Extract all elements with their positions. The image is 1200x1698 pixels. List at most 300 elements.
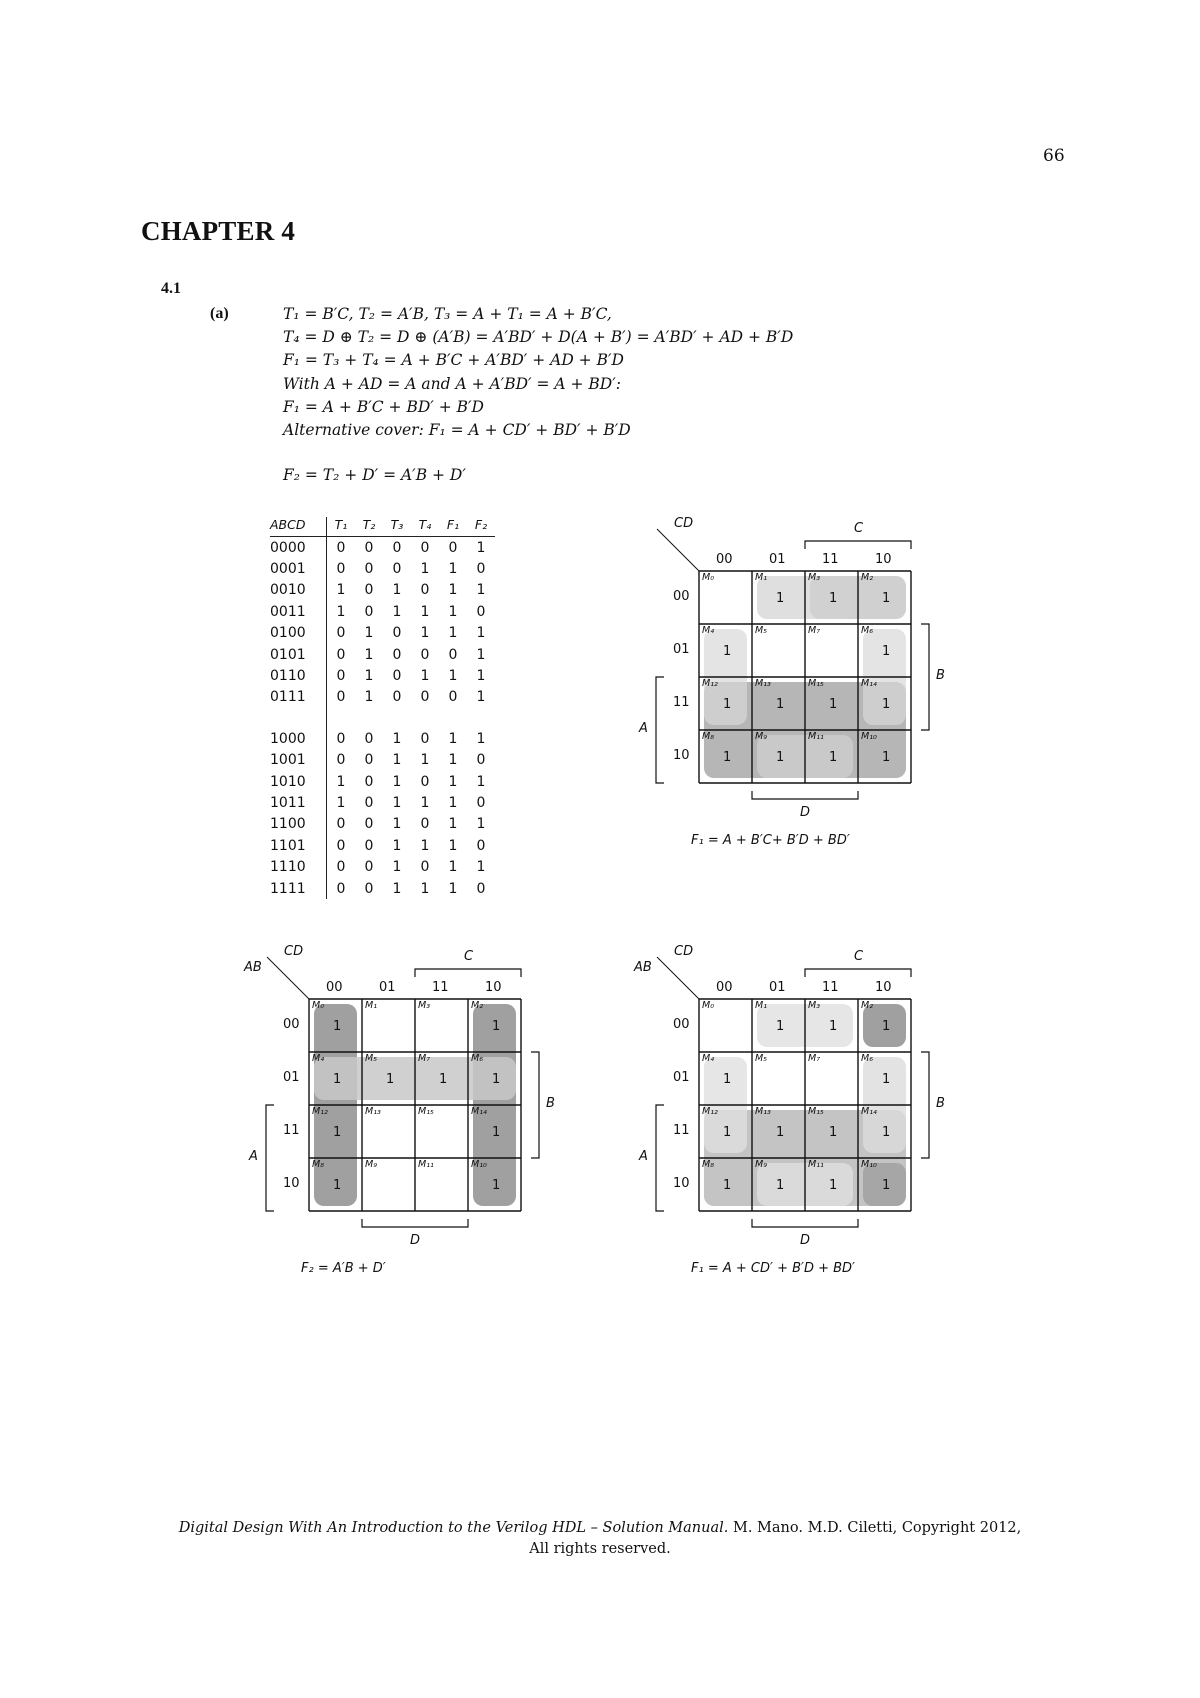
truth-table-cell: 1 (476, 689, 486, 706)
footer-authors: M. Mano. M.D. Ciletti, Copyright 2012, (728, 1520, 1022, 1536)
truth-table-cell: 0 (420, 646, 430, 663)
truth-table-cell: 0 (364, 539, 374, 556)
truth-table-cell: 0 (336, 816, 346, 833)
kmap-col-var-label: CD (674, 944, 694, 959)
truth-table-cell: 1 (448, 582, 458, 599)
kmap-col-code: 00 (326, 980, 343, 995)
equation-line: F₂ = T₂ + D′ = A′B + D′ (283, 466, 466, 485)
truth-table-cell: 0 (420, 539, 430, 556)
truth-table-cell: 1010 (270, 771, 327, 792)
truth-table-cell: 1 (364, 625, 374, 642)
truth-table-cell: 1 (476, 816, 486, 833)
kmap-row-code: 11 (673, 695, 690, 710)
kmap-label-d: D (410, 1233, 421, 1248)
part-label: (a) (210, 305, 229, 322)
kmap-label-b: B (936, 668, 945, 683)
kmap-minterm-label: M₆ (471, 1053, 484, 1064)
truth-table-cell: 1 (476, 646, 486, 663)
kmap-diagonal (657, 529, 699, 571)
kmap-row-code: 01 (283, 1070, 300, 1085)
kmap-cell-one: 1 (723, 750, 732, 765)
kmap-cell-one: 1 (439, 1072, 448, 1087)
kmap-minterm-label: M₅ (365, 1053, 378, 1064)
kmap-minterm-label: M₁₁ (418, 1159, 434, 1170)
kmap-bracket-c (805, 969, 911, 977)
footer-book-title: Digital Design With An Introduction to the Verilog HDL – Solution Manual. (178, 1520, 729, 1536)
kmap-row-var-label: AB (634, 960, 652, 975)
truth-table-row (270, 878, 495, 899)
kmap-cell-one: 1 (723, 1125, 732, 1140)
truth-table-cell: 1 (336, 582, 346, 599)
truth-table-cell: 0 (364, 816, 374, 833)
kmap-minterm-label: M₁₂ (702, 1106, 718, 1117)
kmap-minterm-label: M₉ (755, 731, 768, 742)
kmap-col-code: 00 (716, 980, 733, 995)
kmap-minterm-label: M₇ (808, 1053, 821, 1064)
truth-table-cell: 1 (476, 625, 486, 642)
kmap-label-d: D (800, 1233, 811, 1248)
kmap-cell-one: 1 (882, 1178, 891, 1193)
truth-table-cell: 0 (336, 837, 346, 854)
truth-table-cell: 1 (448, 561, 458, 578)
truth-table-cell: 1 (392, 794, 402, 811)
kmap-minterm-label: M₁₀ (861, 731, 877, 742)
truth-table-cell: 1 (476, 539, 486, 556)
truth-table-cell: 0010 (270, 580, 327, 601)
kmap-minterm-label: M₉ (755, 1159, 768, 1170)
kmap-col-code: 01 (769, 552, 786, 567)
kmap-cell-one: 1 (829, 1019, 838, 1034)
truth-table-row (270, 750, 495, 771)
kmap-minterm-label: M₅ (755, 625, 768, 636)
truth-table-cell: 1 (476, 773, 486, 790)
footer-line-2: All rights reserved. (529, 1541, 671, 1557)
kmap-minterm-label: M₅ (755, 1053, 768, 1064)
truth-table-cell: 1 (336, 773, 346, 790)
truth-table-cell: 1 (392, 837, 402, 854)
kmap-minterm-label: M₁₃ (365, 1106, 381, 1117)
truth-table-header: F₁ (439, 517, 467, 537)
truth-table-header: T₂ (355, 517, 383, 537)
truth-table-cell: 1011 (270, 792, 327, 813)
truth-table-cell: 1 (420, 880, 430, 897)
truth-table-cell: 0 (476, 561, 486, 578)
kmap-row-code: 00 (673, 589, 690, 604)
truth-table-header: ABCD (270, 517, 327, 537)
truth-table-row (270, 601, 495, 622)
equation-line: With A + AD = A and A + A′BD′ = A + BD′: (283, 374, 621, 393)
truth-table-cell: 1 (392, 752, 402, 769)
kmap-label-b: B (936, 1096, 945, 1111)
equation-line: Alternative cover: F₁ = A + CD′ + BD′ + B′D (283, 421, 631, 440)
kmap-cell-one: 1 (723, 697, 732, 712)
kmap-minterm-label: M₁ (755, 572, 768, 583)
kmap-cell-one: 1 (723, 1072, 732, 1087)
kmap-minterm-label: M₉ (365, 1159, 378, 1170)
kmap-minterm-label: M₄ (702, 1053, 715, 1064)
truth-table-cell: 1001 (270, 750, 327, 771)
kmap-cell-one: 1 (333, 1125, 342, 1140)
truth-table-cell: 0 (336, 752, 346, 769)
kmap-cell-one: 1 (829, 1178, 838, 1193)
kmap-row-code: 00 (283, 1017, 300, 1032)
truth-table-cell: 0 (392, 668, 402, 685)
truth-table-cell: 1 (448, 668, 458, 685)
truth-table-cell: 1 (392, 582, 402, 599)
truth-table-cell: 1 (420, 561, 430, 578)
truth-table-cell: 1100 (270, 814, 327, 835)
kmap-label-c: C (854, 521, 864, 536)
truth-table-cell: 0 (420, 773, 430, 790)
kmap-drawing (650, 950, 950, 1210)
truth-table-cell: 1 (420, 603, 430, 620)
kmap-col-code: 10 (485, 980, 502, 995)
kmap-f1-alternative (634, 944, 950, 1280)
truth-table-cell: 1000 (270, 728, 327, 749)
truth-table-cell: 1 (392, 730, 402, 747)
kmap-row-code: 01 (673, 1070, 690, 1085)
truth-table-cell: 1 (448, 816, 458, 833)
kmap-minterm-label: M₀ (702, 1000, 715, 1011)
kmap-row-code: 10 (673, 1176, 690, 1191)
truth-table-cell: 1 (476, 668, 486, 685)
truth-table-cell: 0 (392, 561, 402, 578)
kmap-row-code: 10 (283, 1176, 300, 1191)
kmap-cell-one: 1 (829, 591, 838, 606)
kmap-minterm-label: M₆ (861, 625, 874, 636)
kmap-cell-one: 1 (882, 697, 891, 712)
chapter-title: CHAPTER 4 (141, 216, 296, 246)
equation-line: T₄ = D ⊕ T₂ = D ⊕ (A′B) = A′BD′ + D(A + B′) = A′BD′ + AD + B′D (283, 328, 794, 347)
kmap-col-var-label: CD (674, 516, 694, 531)
kmap-caption: F₁ = A + B′C+ B′D + BD′ (691, 833, 850, 848)
truth-table-cell: 1 (392, 773, 402, 790)
kmap-minterm-label: M₁₄ (861, 1106, 877, 1117)
kmap-minterm-label: M₀ (702, 572, 715, 583)
kmap-caption: F₂ = A′B + D′ (301, 1261, 386, 1276)
truth-table-cell: 0 (476, 880, 486, 897)
kmap-f2 (244, 944, 560, 1280)
truth-table-cell: 0 (364, 582, 374, 599)
truth-table-header: T₁ (327, 517, 356, 537)
kmap-minterm-label: M₇ (808, 625, 821, 636)
kmap-bracket-b (921, 1052, 929, 1158)
kmap-cell-one: 1 (723, 644, 732, 659)
truth-table-row (270, 558, 495, 579)
equation-line: F₁ = A + B′C + BD′ + B′D (283, 397, 484, 416)
truth-table-row (270, 728, 495, 749)
kmap-bracket-a (656, 677, 664, 783)
kmap-bracket-b (921, 624, 929, 730)
kmap-cell-one: 1 (492, 1178, 501, 1193)
truth-table-cell: 0 (392, 689, 402, 706)
truth-table-row (270, 644, 495, 665)
kmap-col-code: 11 (822, 980, 839, 995)
truth-table-cell: 1 (476, 730, 486, 747)
kmap-cell-one: 1 (882, 644, 891, 659)
kmap-row-code: 11 (673, 1123, 690, 1138)
kmap-minterm-label: M₁₅ (808, 1106, 824, 1117)
kmap-minterm-label: M₁₂ (312, 1106, 328, 1117)
truth-table-cell: 0 (364, 773, 374, 790)
kmap-bracket-d (752, 1219, 858, 1227)
kmap-bracket-a (266, 1105, 274, 1211)
truth-table-cell: 1 (336, 794, 346, 811)
kmap-cell-one: 1 (333, 1178, 342, 1193)
kmap-minterm-label: M₈ (702, 1159, 715, 1170)
kmap-minterm-label: M₁₂ (702, 678, 718, 689)
kmap-minterm-label: M₁₁ (808, 1159, 824, 1170)
truth-table-cell: 1 (392, 603, 402, 620)
kmap-col-code: 11 (432, 980, 449, 995)
truth-table-cell: 0 (420, 689, 430, 706)
truth-table-cell: 1 (364, 646, 374, 663)
kmap-minterm-label: M₄ (702, 625, 715, 636)
kmap-minterm-label: M₆ (861, 1053, 874, 1064)
kmap-cell-one: 1 (882, 591, 891, 606)
kmap-cell-one: 1 (776, 591, 785, 606)
truth-table-cell: 0 (364, 603, 374, 620)
kmap-cell-one: 1 (882, 1072, 891, 1087)
kmap-col-var-label: CD (284, 944, 304, 959)
kmap-cell-one: 1 (776, 1178, 785, 1193)
truth-table-row (270, 537, 495, 559)
kmap-cell-one: 1 (492, 1019, 501, 1034)
truth-table-cell: 1101 (270, 835, 327, 856)
truth-table-cell: 1 (448, 625, 458, 642)
truth-table-row (270, 792, 495, 813)
truth-table-cell: 1 (392, 880, 402, 897)
truth-table-cell: 0 (336, 668, 346, 685)
equation-line: T₁ = B′C, T₂ = A′B, T₃ = A + T₁ = A + B′C, (283, 305, 612, 323)
kmap-cell-one: 1 (776, 750, 785, 765)
kmap-minterm-label: M₂ (861, 1000, 874, 1011)
kmap-label-d: D (800, 805, 811, 820)
truth-table-cell: 1 (420, 625, 430, 642)
truth-table-row (270, 665, 495, 686)
truth-table-header: T₄ (411, 517, 439, 537)
truth-table-cell: 1 (448, 730, 458, 747)
truth-table-cell: 0 (364, 561, 374, 578)
truth-table-cell: 0110 (270, 665, 327, 686)
kmap-minterm-label: M₂ (471, 1000, 484, 1011)
truth-table-cell: 0 (336, 730, 346, 747)
truth-table-cell: 1 (392, 816, 402, 833)
truth-table-cell: 0 (336, 625, 346, 642)
kmap-bracket-b (531, 1052, 539, 1158)
truth-table-cell: 0 (448, 646, 458, 663)
truth-table-cell: 0 (336, 646, 346, 663)
kmap-bracket-d (362, 1219, 468, 1227)
truth-table-cell: 1 (476, 582, 486, 599)
kmap-minterm-label: M₁₀ (861, 1159, 877, 1170)
truth-table-cell: 1 (420, 752, 430, 769)
truth-table-header: F₂ (467, 517, 495, 537)
truth-table-row (270, 814, 495, 835)
truth-table-cell: 0 (336, 859, 346, 876)
truth-table-cell: 1 (448, 773, 458, 790)
truth-table-cell: 0 (448, 539, 458, 556)
truth-table-cell: 0 (336, 539, 346, 556)
truth-table (270, 517, 495, 899)
truth-table-cell: 0 (476, 752, 486, 769)
kmap-bracket-c (805, 541, 911, 549)
truth-table-cell: 0001 (270, 558, 327, 579)
kmap-minterm-label: M₁₅ (808, 678, 824, 689)
kmap-diagonal (267, 957, 309, 999)
truth-table-cell: 1 (448, 859, 458, 876)
kmap-col-code: 01 (379, 980, 396, 995)
truth-table-row (270, 623, 495, 644)
kmap-minterm-label: M₁ (365, 1000, 378, 1011)
truth-table-cell: 1110 (270, 856, 327, 877)
truth-table-cell: 0 (364, 752, 374, 769)
kmap-cell-one: 1 (829, 1125, 838, 1140)
truth-table-cell: 0 (364, 859, 374, 876)
truth-table-cell: 0 (420, 730, 430, 747)
truth-table-cell: 0 (336, 689, 346, 706)
kmap-minterm-label: M₁₁ (808, 731, 824, 742)
page-number: 66 (1043, 146, 1065, 166)
kmap-minterm-label: M₁₀ (471, 1159, 487, 1170)
kmap-bracket-a (656, 1105, 664, 1211)
truth-table-cell: 1 (420, 668, 430, 685)
kmap-cell-one: 1 (333, 1072, 342, 1087)
kmap-minterm-label: M₂ (861, 572, 874, 583)
truth-table-cell: 0 (420, 582, 430, 599)
truth-table-cell: 0 (336, 880, 346, 897)
truth-table-cell: 1 (448, 794, 458, 811)
kmap-minterm-label: M₃ (418, 1000, 431, 1011)
kmap-minterm-label: M₁₄ (471, 1106, 487, 1117)
truth-table-cell: 1 (448, 752, 458, 769)
truth-table-cell: 1 (364, 689, 374, 706)
kmap-cell-one: 1 (882, 1019, 891, 1034)
kmap-row-code: 10 (673, 748, 690, 763)
kmap-minterm-label: M₈ (312, 1159, 325, 1170)
truth-table-cell: 1 (420, 794, 430, 811)
truth-table-cell: 1 (448, 603, 458, 620)
kmap-col-code: 01 (769, 980, 786, 995)
truth-table-row (270, 687, 495, 708)
kmap-label-a: A (249, 1149, 258, 1164)
kmap-cell-one: 1 (723, 1178, 732, 1193)
truth-table-row (270, 856, 495, 877)
truth-table-cell: 0101 (270, 644, 327, 665)
kmap-drawing (650, 522, 950, 782)
truth-table-cell: 0 (364, 794, 374, 811)
kmap-minterm-label: M₀ (312, 1000, 325, 1011)
truth-table-cell: 0 (336, 561, 346, 578)
kmap-label-c: C (464, 949, 474, 964)
equation-line: F₁ = T₃ + T₄ = A + B′C + A′BD′ + AD + B′D (283, 351, 624, 370)
truth-table-cell: 1 (392, 859, 402, 876)
kmap-minterm-label: M₁₄ (861, 678, 877, 689)
kmap-cell-one: 1 (776, 697, 785, 712)
truth-table-cell: 0011 (270, 601, 327, 622)
kmap-row-code: 00 (673, 1017, 690, 1032)
kmap-minterm-label: M₁₅ (418, 1106, 434, 1117)
truth-table-cell: 1111 (270, 878, 327, 899)
kmap-label-b: B (546, 1096, 555, 1111)
kmap-cell-one: 1 (776, 1125, 785, 1140)
kmap-cell-one: 1 (492, 1072, 501, 1087)
truth-table-cell: 0111 (270, 687, 327, 708)
kmap-drawing (260, 950, 560, 1210)
kmap-cell-one: 1 (386, 1072, 395, 1087)
truth-table-row (270, 580, 495, 601)
truth-table-cell: 0 (364, 730, 374, 747)
kmap-col-code: 10 (875, 552, 892, 567)
truth-table-cell: 0 (392, 539, 402, 556)
truth-table-cell: 1 (448, 837, 458, 854)
kmap-label-a: A (639, 1149, 648, 1164)
kmap-minterm-label: M₃ (808, 1000, 821, 1011)
kmap-label-c: C (854, 949, 864, 964)
kmap-col-code: 10 (875, 980, 892, 995)
truth-table-cell: 1 (364, 668, 374, 685)
kmap-minterm-label: M₁₃ (755, 678, 771, 689)
kmap-f1 (639, 516, 950, 852)
truth-table-cell: 1 (420, 837, 430, 854)
footer (0, 1518, 1200, 1560)
kmap-minterm-label: M₇ (418, 1053, 431, 1064)
kmap-cell-one: 1 (776, 1019, 785, 1034)
kmap-bracket-c (415, 969, 521, 977)
truth-table-cell: 0 (476, 837, 486, 854)
kmap-cell-one: 1 (882, 750, 891, 765)
truth-table-cell: 0100 (270, 623, 327, 644)
kmap-cell-one: 1 (829, 697, 838, 712)
truth-table-row (270, 771, 495, 792)
problem-number: 4.1 (161, 280, 181, 297)
truth-table-cell: 0 (420, 816, 430, 833)
equation-block (283, 303, 793, 487)
kmap-minterm-label: M₃ (808, 572, 821, 583)
kmap-cell-one: 1 (829, 750, 838, 765)
kmap-row-var-label: AB (244, 960, 262, 975)
footer-line-1 (0, 1518, 1200, 1539)
kmap-minterm-label: M₁ (755, 1000, 768, 1011)
kmap-bracket-d (752, 791, 858, 799)
kmap-diagonal (657, 957, 699, 999)
kmap-cell-one: 1 (492, 1125, 501, 1140)
truth-table-cell: 0 (392, 625, 402, 642)
truth-table-cell: 0 (392, 646, 402, 663)
truth-table-cell: 1 (336, 603, 346, 620)
kmap-minterm-label: M₈ (702, 731, 715, 742)
kmap-caption: F₁ = A + CD′ + B′D + BD′ (691, 1261, 856, 1276)
kmap-row-code: 01 (673, 642, 690, 657)
kmap-minterm-label: M₄ (312, 1053, 325, 1064)
truth-table-cell: 1 (448, 880, 458, 897)
kmap-row-code: 11 (283, 1123, 300, 1138)
truth-table-cell: 0 (364, 837, 374, 854)
truth-table-cell: 0 (420, 859, 430, 876)
truth-table-row (270, 835, 495, 856)
kmap-cell-one: 1 (333, 1019, 342, 1034)
kmap-cell-one: 1 (882, 1125, 891, 1140)
kmap-col-code: 00 (716, 552, 733, 567)
truth-table-cell: 0 (364, 880, 374, 897)
truth-table-cell: 0 (476, 794, 486, 811)
truth-table-cell: 0 (448, 689, 458, 706)
truth-table-cell: 0 (476, 603, 486, 620)
truth-table-cell: 1 (476, 859, 486, 876)
truth-table-cell: 0000 (270, 537, 327, 559)
kmap-col-code: 11 (822, 552, 839, 567)
truth-table-header: T₃ (383, 517, 411, 537)
